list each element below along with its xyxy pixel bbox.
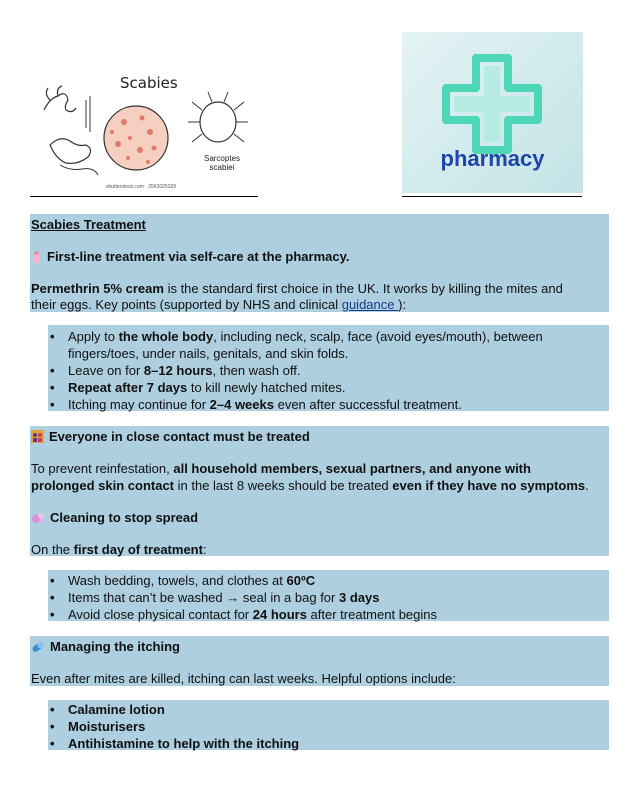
list-item	[68, 396, 543, 413]
guidance-link[interactable]: guidance	[341, 297, 399, 312]
contacts-heading-text: Everyone in close contact must be treated	[49, 429, 310, 444]
item-text: , including neck, scalp, face (avoid eyes/mouth), between	[213, 329, 543, 344]
scabies-illustration	[30, 70, 256, 192]
image-underline-right	[402, 196, 582, 197]
list-item	[68, 362, 543, 379]
item-text: Leave on for	[68, 363, 144, 378]
item-text: Apply to	[68, 329, 119, 344]
lotion-icon	[31, 250, 42, 267]
item-text: , then wash off.	[212, 363, 301, 378]
item-text: to kill newly hatched mites.	[187, 380, 346, 395]
text: On the	[31, 542, 74, 557]
item-text: after treatment begins	[306, 607, 438, 622]
pill-icon	[31, 640, 45, 657]
item-bold: 24 hours	[252, 607, 307, 622]
item-bold: 2–4 weeks	[209, 397, 274, 412]
permethrin-rest: is the standard first choice in the UK. It works by killing the mites and	[163, 281, 563, 296]
item-text: Wash bedding, towels, and clothes at	[68, 573, 287, 588]
cleaning-heading	[31, 509, 198, 528]
text: in the last 8 weeks should be treated	[174, 478, 393, 493]
permethrin-bold: Permethrin 5% cream	[31, 281, 164, 296]
text-bold: even if they have no symptoms	[392, 478, 586, 493]
itching-line: Even after mites are killed, itching can last weeks. Helpful options include:	[31, 671, 456, 686]
image-underline-left	[30, 196, 258, 197]
permethrin-line1	[31, 280, 563, 297]
image-credit: shutterstock.com · 2562025329	[106, 184, 177, 190]
item-bold: the whole body	[118, 329, 214, 344]
contacts-line2	[31, 477, 589, 494]
item-bold: Repeat after 7 days	[68, 380, 188, 395]
itching-heading-text: Managing the itching	[50, 639, 180, 654]
list-item	[68, 328, 543, 345]
item-text: even after successful treatment.	[273, 397, 462, 412]
list-item: • Calamine lotion	[68, 701, 299, 718]
text-bold: all household members, sexual partners, and anyone with	[173, 461, 531, 476]
item-text: fingers/toes, under nails, genitals, and skin folds.	[68, 346, 349, 361]
mite-caption: Sarcoptes scabiei	[203, 154, 241, 172]
item-bold: 60ºC	[286, 573, 316, 588]
list-item	[68, 589, 437, 606]
people-icon	[31, 430, 44, 447]
list-item-continued	[68, 345, 543, 362]
page-title: Scabies Treatment	[31, 217, 146, 232]
text-bold: prolonged skin contact	[31, 478, 175, 493]
item-bold: 3 days	[338, 590, 380, 605]
item-text: Items that can’t be washed → seal in a bag for	[68, 590, 339, 605]
treatment-list	[48, 328, 543, 413]
item-text: Itching may continue for	[68, 397, 210, 412]
text: To prevent reinfestation,	[31, 461, 174, 476]
itching-list	[48, 701, 299, 752]
list-item	[68, 572, 437, 589]
permethrin-line2a: their eggs. Key points (supported by NHS and clinical	[31, 297, 342, 312]
cleaning-heading-text: Cleaning to stop spread	[50, 510, 199, 525]
item-text: Avoid close physical contact for	[68, 607, 253, 622]
list-item	[68, 606, 437, 623]
list-item: • Moisturisers	[68, 718, 299, 735]
text: :	[202, 542, 207, 557]
contacts-heading	[31, 428, 310, 447]
list-item: • Antihistamine to help with the itching	[68, 735, 299, 752]
text: .	[585, 478, 589, 493]
scabies-title: Scabies	[120, 74, 178, 92]
permethrin-line2b: ):	[398, 297, 407, 312]
text-bold: first day of treatment	[73, 542, 203, 557]
firstline-text: First-line treatment via self-care at the pharmacy.	[47, 249, 350, 264]
itching-heading	[31, 638, 180, 657]
permethrin-line2	[31, 296, 406, 313]
contacts-line1	[31, 460, 531, 477]
cleaning-line	[31, 541, 207, 558]
item-bold: 8–12 hours	[143, 363, 213, 378]
firstline-heading	[31, 248, 349, 267]
list-item	[68, 379, 543, 396]
soap-bubbles-icon	[31, 511, 45, 528]
cleaning-list	[48, 572, 437, 623]
pharmacy-label: pharmacy	[440, 146, 545, 171]
pharmacy-image	[402, 32, 583, 193]
